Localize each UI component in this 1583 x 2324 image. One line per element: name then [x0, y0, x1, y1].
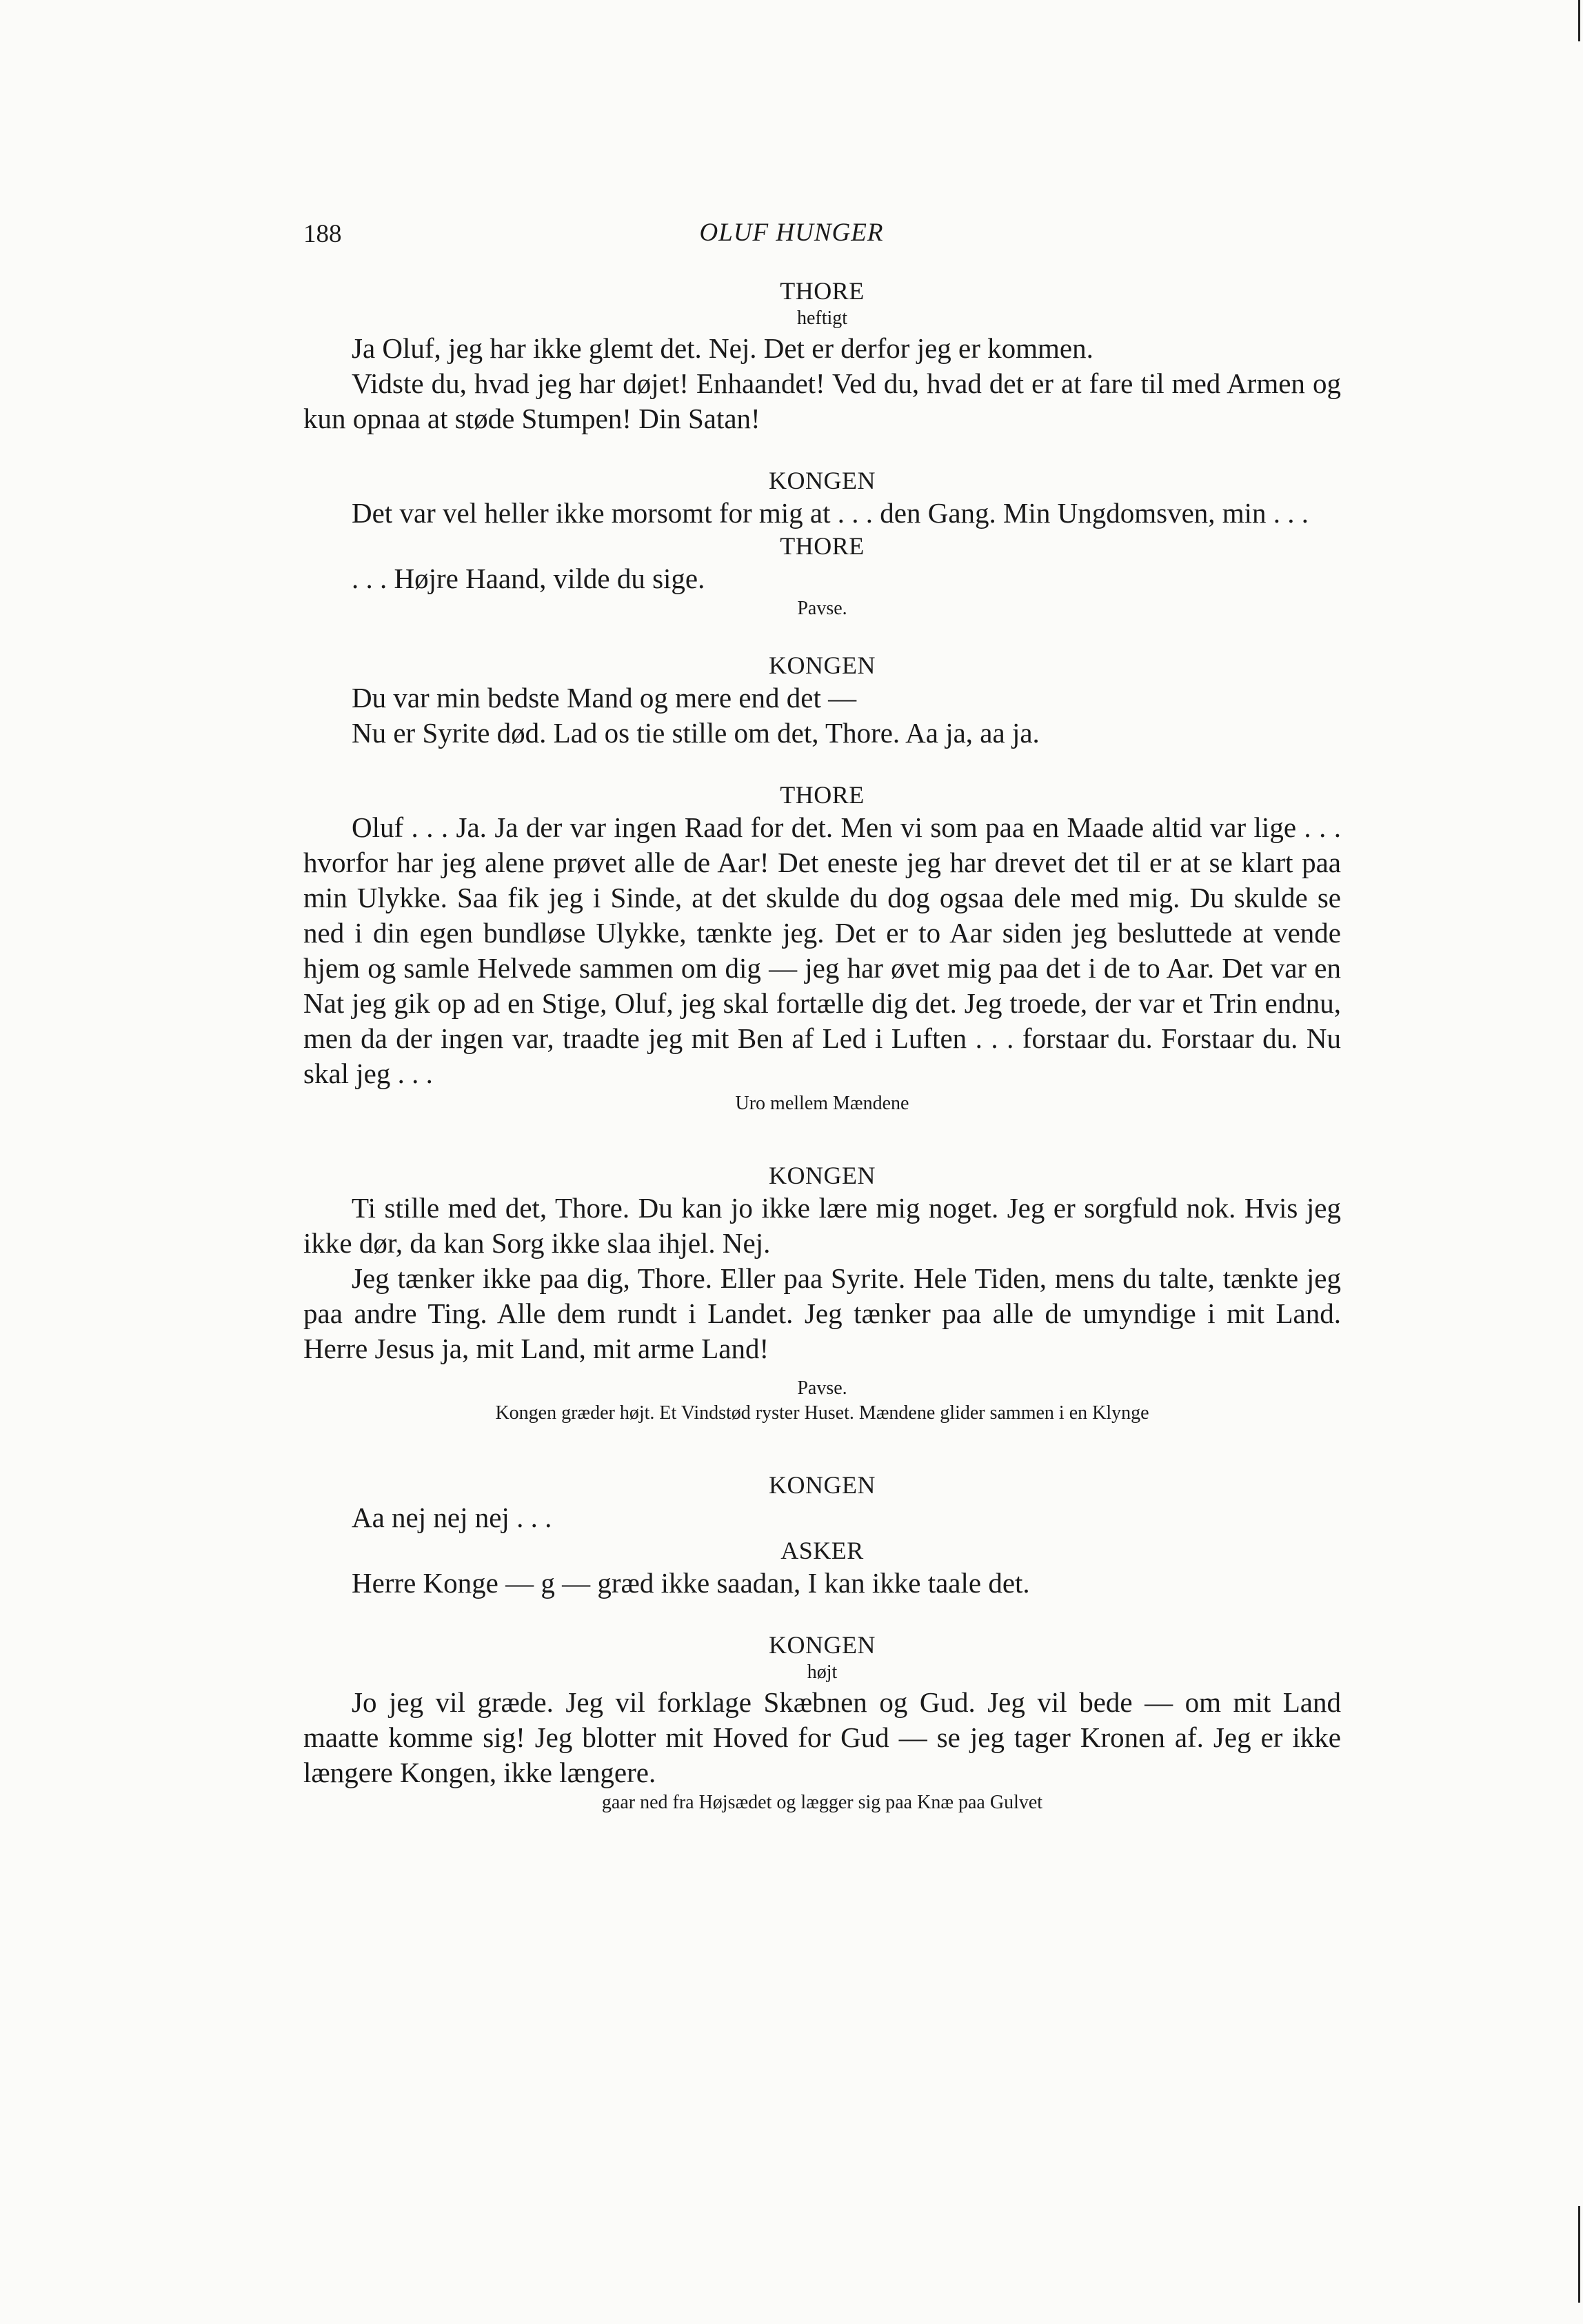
stage-direction: Uro mellem Mændene [735, 1093, 909, 1114]
dialogue-line: Herre Konge — g — græd ikke saadan, I kan ikke taale det. [352, 1567, 1030, 1599]
speaker-name: KONGEN [769, 1471, 876, 1499]
stage-direction: Pavse. [797, 598, 847, 619]
stage-direction: Pavse. [797, 1377, 847, 1399]
speaker-name: KONGEN [769, 467, 876, 494]
speaker-name: ASKER [780, 1537, 864, 1564]
running-title: OLUF HUNGER [699, 219, 884, 247]
dialogue-line: Det var vel heller ikke morsomt for mig at . . . den Gang. Min Ungdomsven, min . . . [352, 497, 1309, 529]
page-edge-mark [1578, 0, 1580, 41]
dialogue-line: . . . Højre Haand, vilde du sige. [352, 563, 705, 594]
dialogue-line: Nu er Syrite død. Lad os tie stille om det, Thore. Aa ja, aa ja. [352, 717, 1040, 749]
dialogue-line: Jeg tænker ikke paa dig, Thore. Eller paa Syrite. Hele Tiden, mens du talte, tænkte jeg paa andre Ting. Alle dem rundt i Landet. Jeg tænker paa alle de umyndige i mit Land. Herre Jesus ja, mit Land, mit arme Land! [303, 1262, 1341, 1364]
speaker-name: KONGEN [769, 651, 876, 679]
page-number: 188 [303, 220, 342, 248]
dialogue-line: Ti stille med det, Thore. Du kan jo ikke lære mig noget. Jeg er sorgfuld nok. Hvis jeg ikke dør, da kan Sorg ikke slaa ihjel. Nej. [303, 1192, 1341, 1259]
speaker-name: THORE [780, 781, 865, 809]
speaker-name: THORE [780, 532, 865, 560]
dialogue-line: Oluf . . . Ja. Ja der var ingen Raad for det. Men vi som paa en Maade altid var lige . . . hvorfor har jeg alene prøvet alle de Aar! Det eneste jeg har drevet det til er at se klart paa min Ulykke. Saa fik jeg i Sinde, at det skulde du dog ogsaa dele med mig. Du skulde se ned i din egen bundløse Ulykke, tænkte jeg. Det er to Aar siden jeg besluttede at vende hjem og samle Helvede sammen om dig — jeg har øvet mig paa det i de to Aar. Det var en Nat jeg gik op ad en Stige, Oluf, jeg skal fortælle dig det. Jeg troede, der var et Trin endnu, men da der ingen var, traadte jeg mit Ben af Led i Luften . . . forstaar du. Forstaar du. Nu skal jeg . . . [303, 811, 1341, 1089]
play-text [303, 276, 1341, 1815]
stage-direction: gaar ned fra Højsædet og lægger sig paa Knæ paa Gulvet [601, 1792, 1043, 1813]
speaker-name: KONGEN [769, 1162, 876, 1189]
dialogue-line: Du var min bedste Mand og mere end det — [352, 682, 857, 714]
stage-direction: heftigt [796, 307, 848, 329]
dialogue-line: Vidste du, hvad jeg har døjet! Enhaandet! Ved du, hvad det er at fare til med Armen og kun opnaa at støde Stumpen! Din Satan! [303, 367, 1341, 434]
speaker-name: KONGEN [769, 1631, 876, 1659]
dialogue-line: Aa nej nej nej . . . [352, 1502, 552, 1533]
dialogue-line: Ja Oluf, jeg har ikke glemt det. Nej. Det er derfor jeg er kommen. [352, 332, 1093, 364]
stage-direction: Kongen græder højt. Et Vindstød ryster Huset. Mændene glider sammen i en Klynge [495, 1402, 1149, 1424]
stage-direction: højt [807, 1661, 838, 1683]
speaker-name: THORE [780, 277, 865, 305]
dialogue-line: Jo jeg vil græde. Jeg vil forklage Skæbnen og Gud. Jeg vil bede — om mit Land maatte komme sig! Jeg blotter mit Hoved for Gud — se jeg tager Kronen af. Jeg er ikke længere Kongen, ikke længere. [303, 1686, 1341, 1788]
page-edge-mark [1578, 2206, 1580, 2303]
